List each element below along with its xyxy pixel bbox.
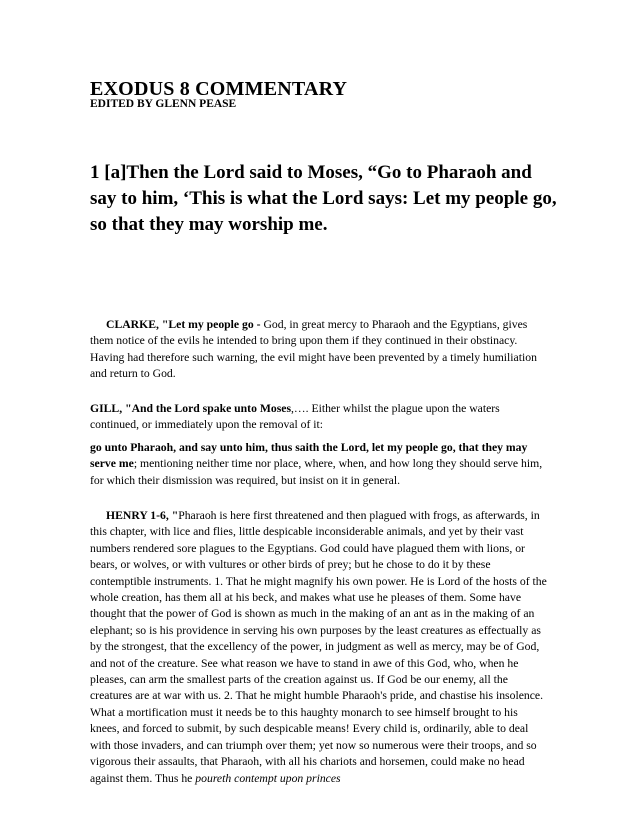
document-editor: EDITED BY GLENN PEASE — [90, 98, 237, 110]
clarke-label: CLARKE, "Let my people go - — [106, 318, 264, 331]
clarke-text: God, in great mercy to Pharaoh and the Egyptians, gives them notice of the evils he intended to bring upon them if they continued in their obstinacy. Having had therefore such warning, the evil might have been prevented by a timely humiliation and return to God. — [90, 318, 537, 381]
gill-text: ,…. Either whilst the plague upon the waters continued, or immediately upon the removal of it: — [90, 402, 500, 432]
gill-commentary — [90, 401, 550, 434]
henry-italic-text: poureth contempt upon princes — [195, 771, 341, 785]
clarke-commentary — [90, 317, 550, 383]
henry-label: HENRY 1-6, " — [106, 509, 179, 522]
gill-label: GILL, "And the Lord spake unto Moses — [90, 402, 291, 415]
gill2-label: go unto Pharaoh, and say unto him, thus saith the Lord, let my people go, that they may serve me — [90, 441, 528, 471]
henry-commentary — [90, 508, 550, 787]
gill-commentary-continued — [90, 440, 550, 489]
henry-text: Pharaoh is here first threatened and then plagued with frogs, as afterwards, in this chapter, with lice and flies, little despicable inconsiderable animals, and yet by their vast numbers rendered sore plagues to the Egyptians. God could have plagued them with lions, or bears, or wolves, or with vultures or other birds of prey; but he chose to do it by these contemptible instruments. 1. That he might magnify his own power. He is Lord of the hosts of the whole creation, has them all at his beck, and makes what use he pleases of them. Some have thought that the power of God is shown as much in the making of an ant as in the making of an elephant; so is his providence in serving his own purposes by the least creatures as effectually as by the strongest, that the excellency of the power, in judgment as well as mercy, may be of God, and not of the creature. See what reason we have to stand in awe of this God, who, when he pleases, can arm the smallest parts of the creation against us. If God be our enemy, all the creatures are at war with us. 2. That he might humble Pharaoh's pride, and chastise his insolence. What a mortification must it needs be to this haughty monarch to see himself brought to his knees, and forced to submit, by such despicable means! Every child is, ordinarily, able to deal with those invaders, and can triumph over them; yet now so numerous were their troops, and so vigorous their assaults, that Pharaoh, with all his chariots and horsemen, could make no head against them. Thus he — [90, 509, 547, 785]
gill2-text: ; mentioning neither time nor place, where, when, and how long they should serve him, for which their dismission was required, but insist on it in general. — [90, 457, 543, 487]
document-title: EXODUS 8 COMMENTARY — [90, 78, 348, 100]
scripture-verse: 1 [a]Then the Lord said to Moses, “Go to Pharaoh and say to him, ‘This is what the Lord says: Let my people go, so that they may worship me. — [90, 162, 557, 235]
